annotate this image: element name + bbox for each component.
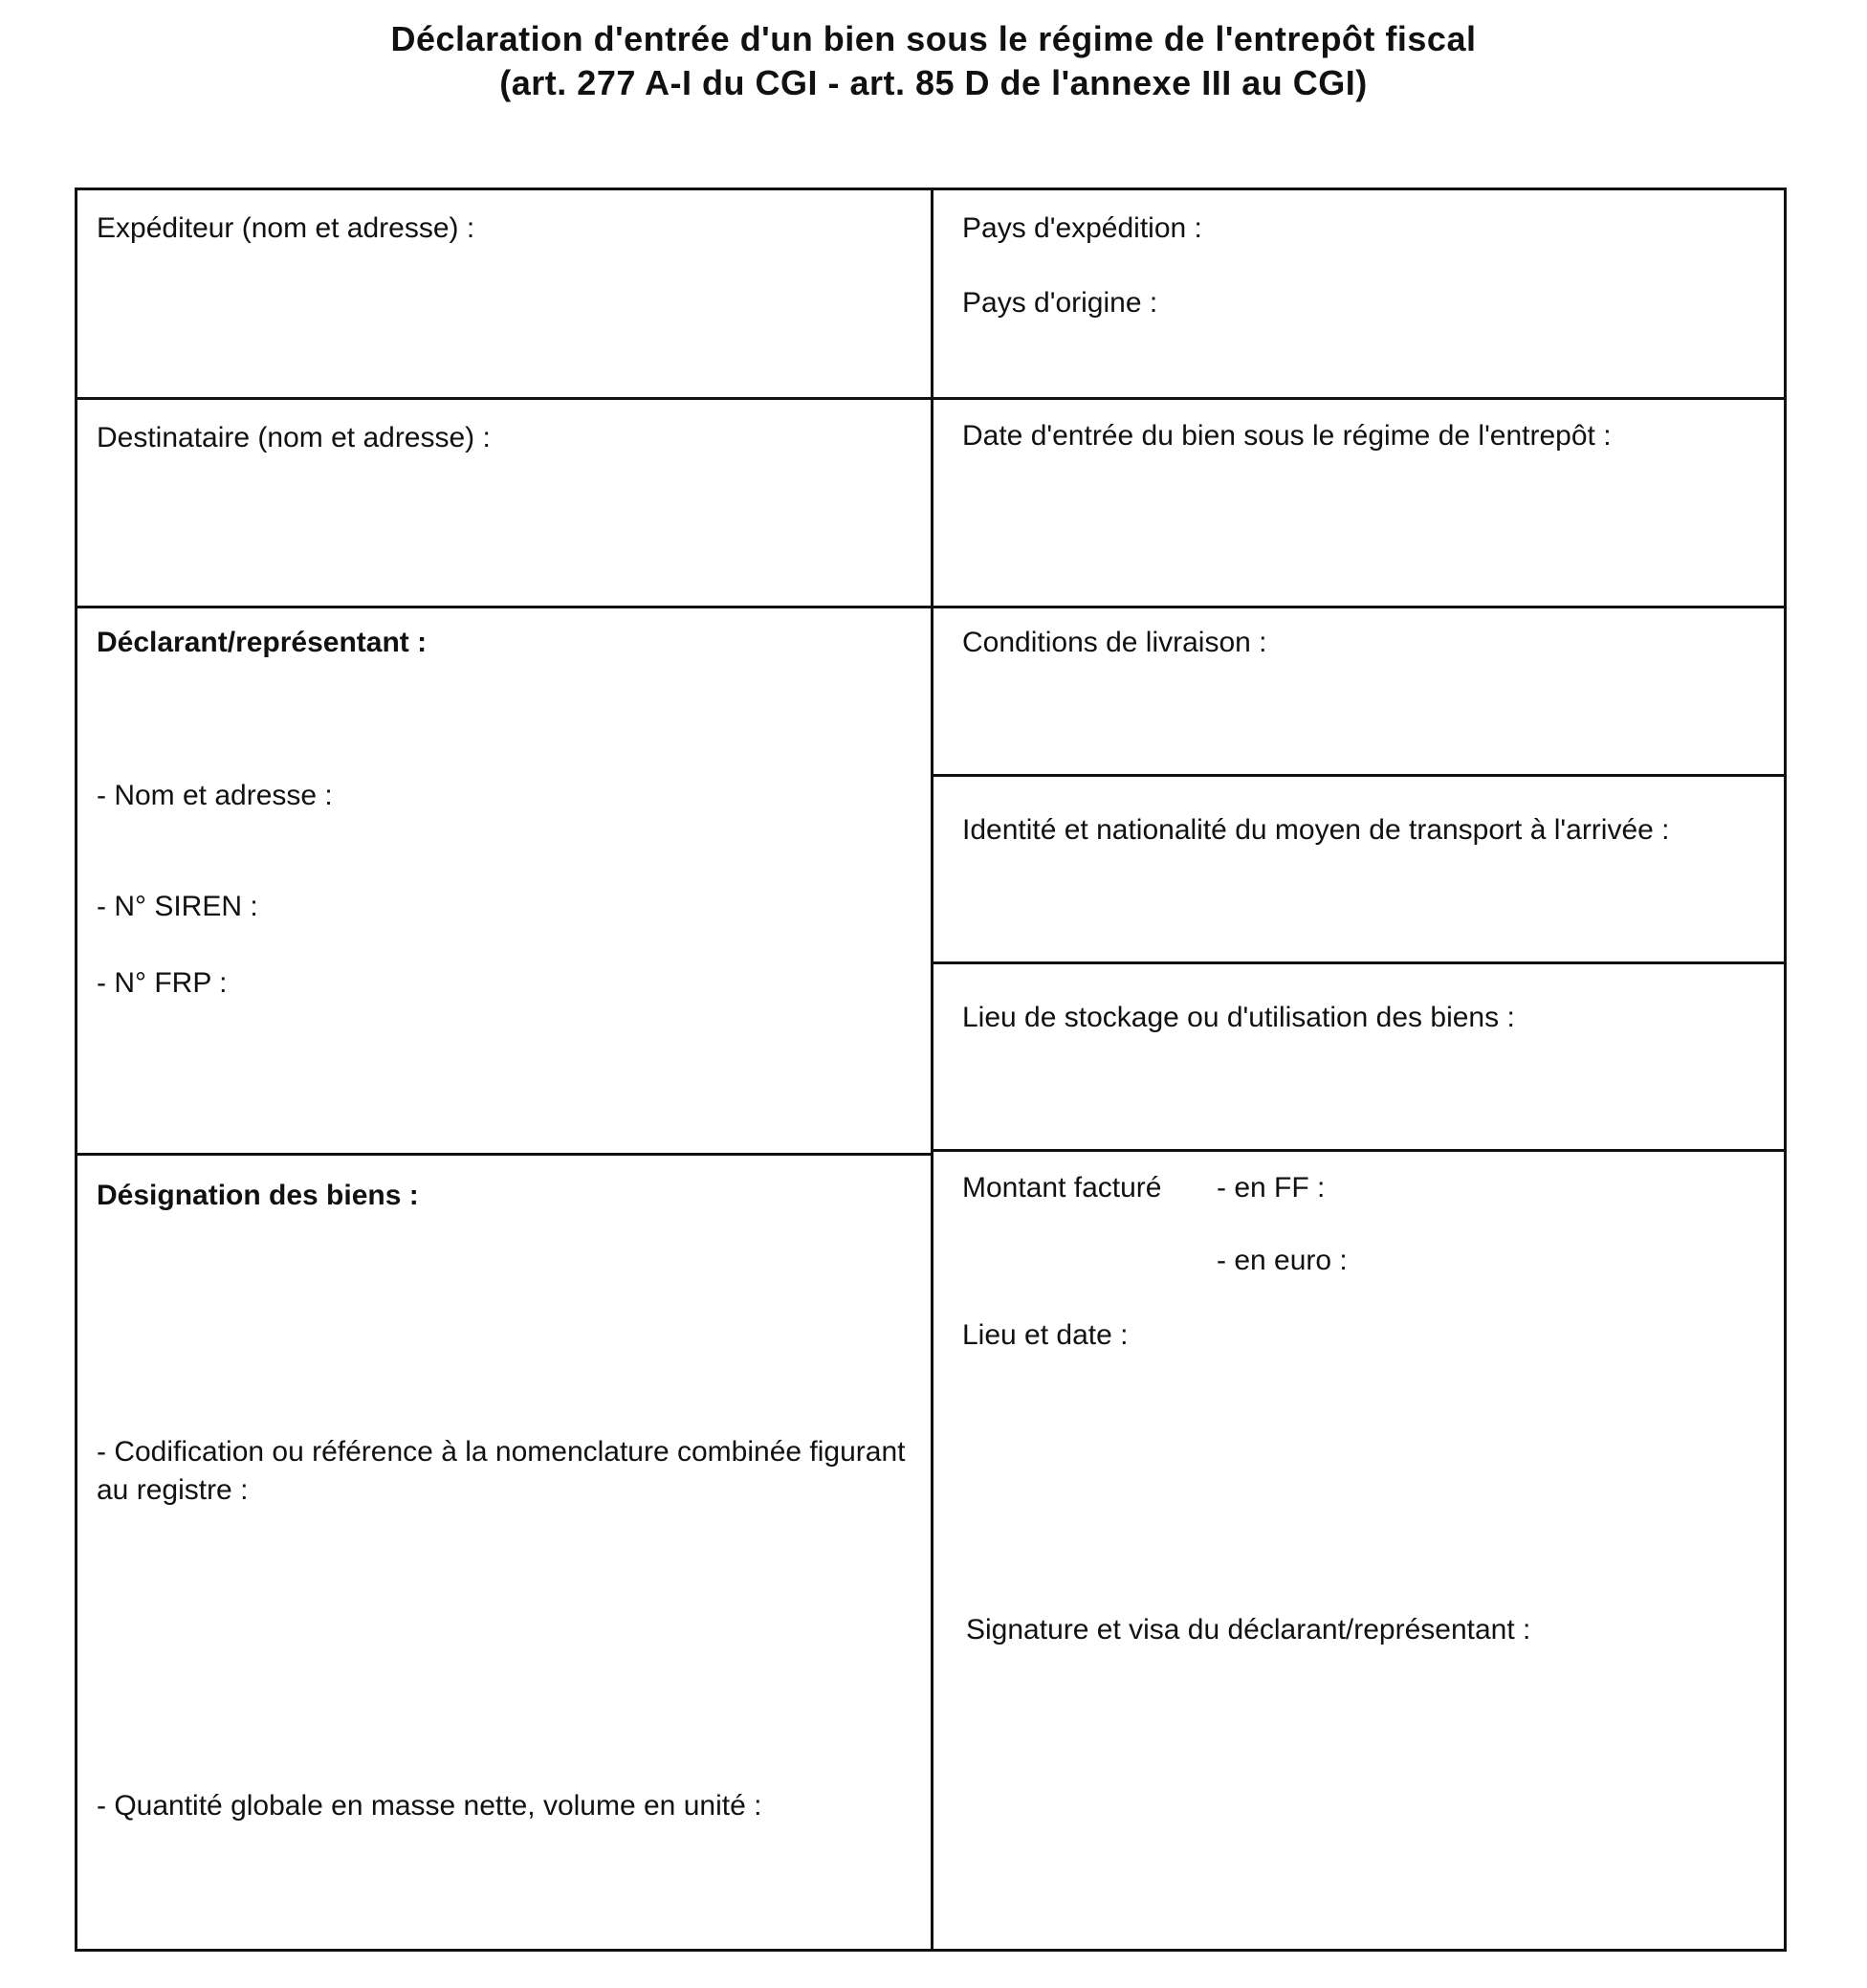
codification-label: - Codification ou référence à la nomenclature combinée figurant au registre : xyxy=(97,1436,906,1506)
montant-ff-label: - en FF : xyxy=(1217,1172,1326,1204)
declarant-section xyxy=(77,608,931,1153)
date-entree-field[interactable] xyxy=(934,400,1784,606)
expediteur-label: Expéditeur (nom et adresse) : xyxy=(97,212,475,244)
lieu-stockage-label: Lieu de stockage ou d'utilisation des biens : xyxy=(962,1002,1515,1033)
montant-signature-section xyxy=(934,1152,1784,1952)
destinataire-label: Destinataire (nom et adresse) : xyxy=(97,422,491,453)
designation-section xyxy=(77,1156,931,1952)
signature-label: Signature et visa du déclarant/représentant : xyxy=(966,1614,1531,1646)
identite-transport-label: Identité et nationalité du moyen de transport à l'arrivée : xyxy=(962,814,1670,846)
conditions-livraison-field[interactable] xyxy=(934,608,1784,774)
montant-label: Montant facturé xyxy=(962,1172,1162,1204)
conditions-livraison-label: Conditions de livraison : xyxy=(962,627,1267,658)
document-title: Déclaration d'entrée d'un bien sous le régime de l'entrepôt fiscal xyxy=(390,19,1477,58)
quantite-label: - Quantité globale en masse nette, volume en unité : xyxy=(97,1790,762,1822)
expediteur-field[interactable] xyxy=(77,190,931,397)
declarant-heading: Déclarant/représentant : xyxy=(97,627,428,658)
pays-section xyxy=(934,190,1784,397)
lieu-stockage-field[interactable] xyxy=(934,964,1784,1149)
pays-expedition-label: Pays d'expédition : xyxy=(962,212,1202,244)
pays-origine-label: Pays d'origine : xyxy=(962,287,1158,319)
lieu-date-label: Lieu et date : xyxy=(962,1319,1129,1351)
declarant-frp-label: - N° FRP : xyxy=(97,967,228,999)
designation-heading: Désignation des biens : xyxy=(97,1180,419,1211)
declarant-siren-label: - N° SIREN : xyxy=(97,891,258,922)
montant-euro-label: - en euro : xyxy=(1217,1245,1348,1276)
declarant-nom-adresse-label: - Nom et adresse : xyxy=(97,780,333,811)
destinataire-field[interactable] xyxy=(77,400,931,606)
declaration-form xyxy=(75,188,1787,1952)
document-subtitle: (art. 277 A-I du CGI - art. 85 D de l'annexe III au CGI) xyxy=(499,63,1368,102)
date-entree-label: Date d'entrée du bien sous le régime de l'entrepôt : xyxy=(962,420,1612,452)
identite-transport-field[interactable] xyxy=(934,777,1784,961)
